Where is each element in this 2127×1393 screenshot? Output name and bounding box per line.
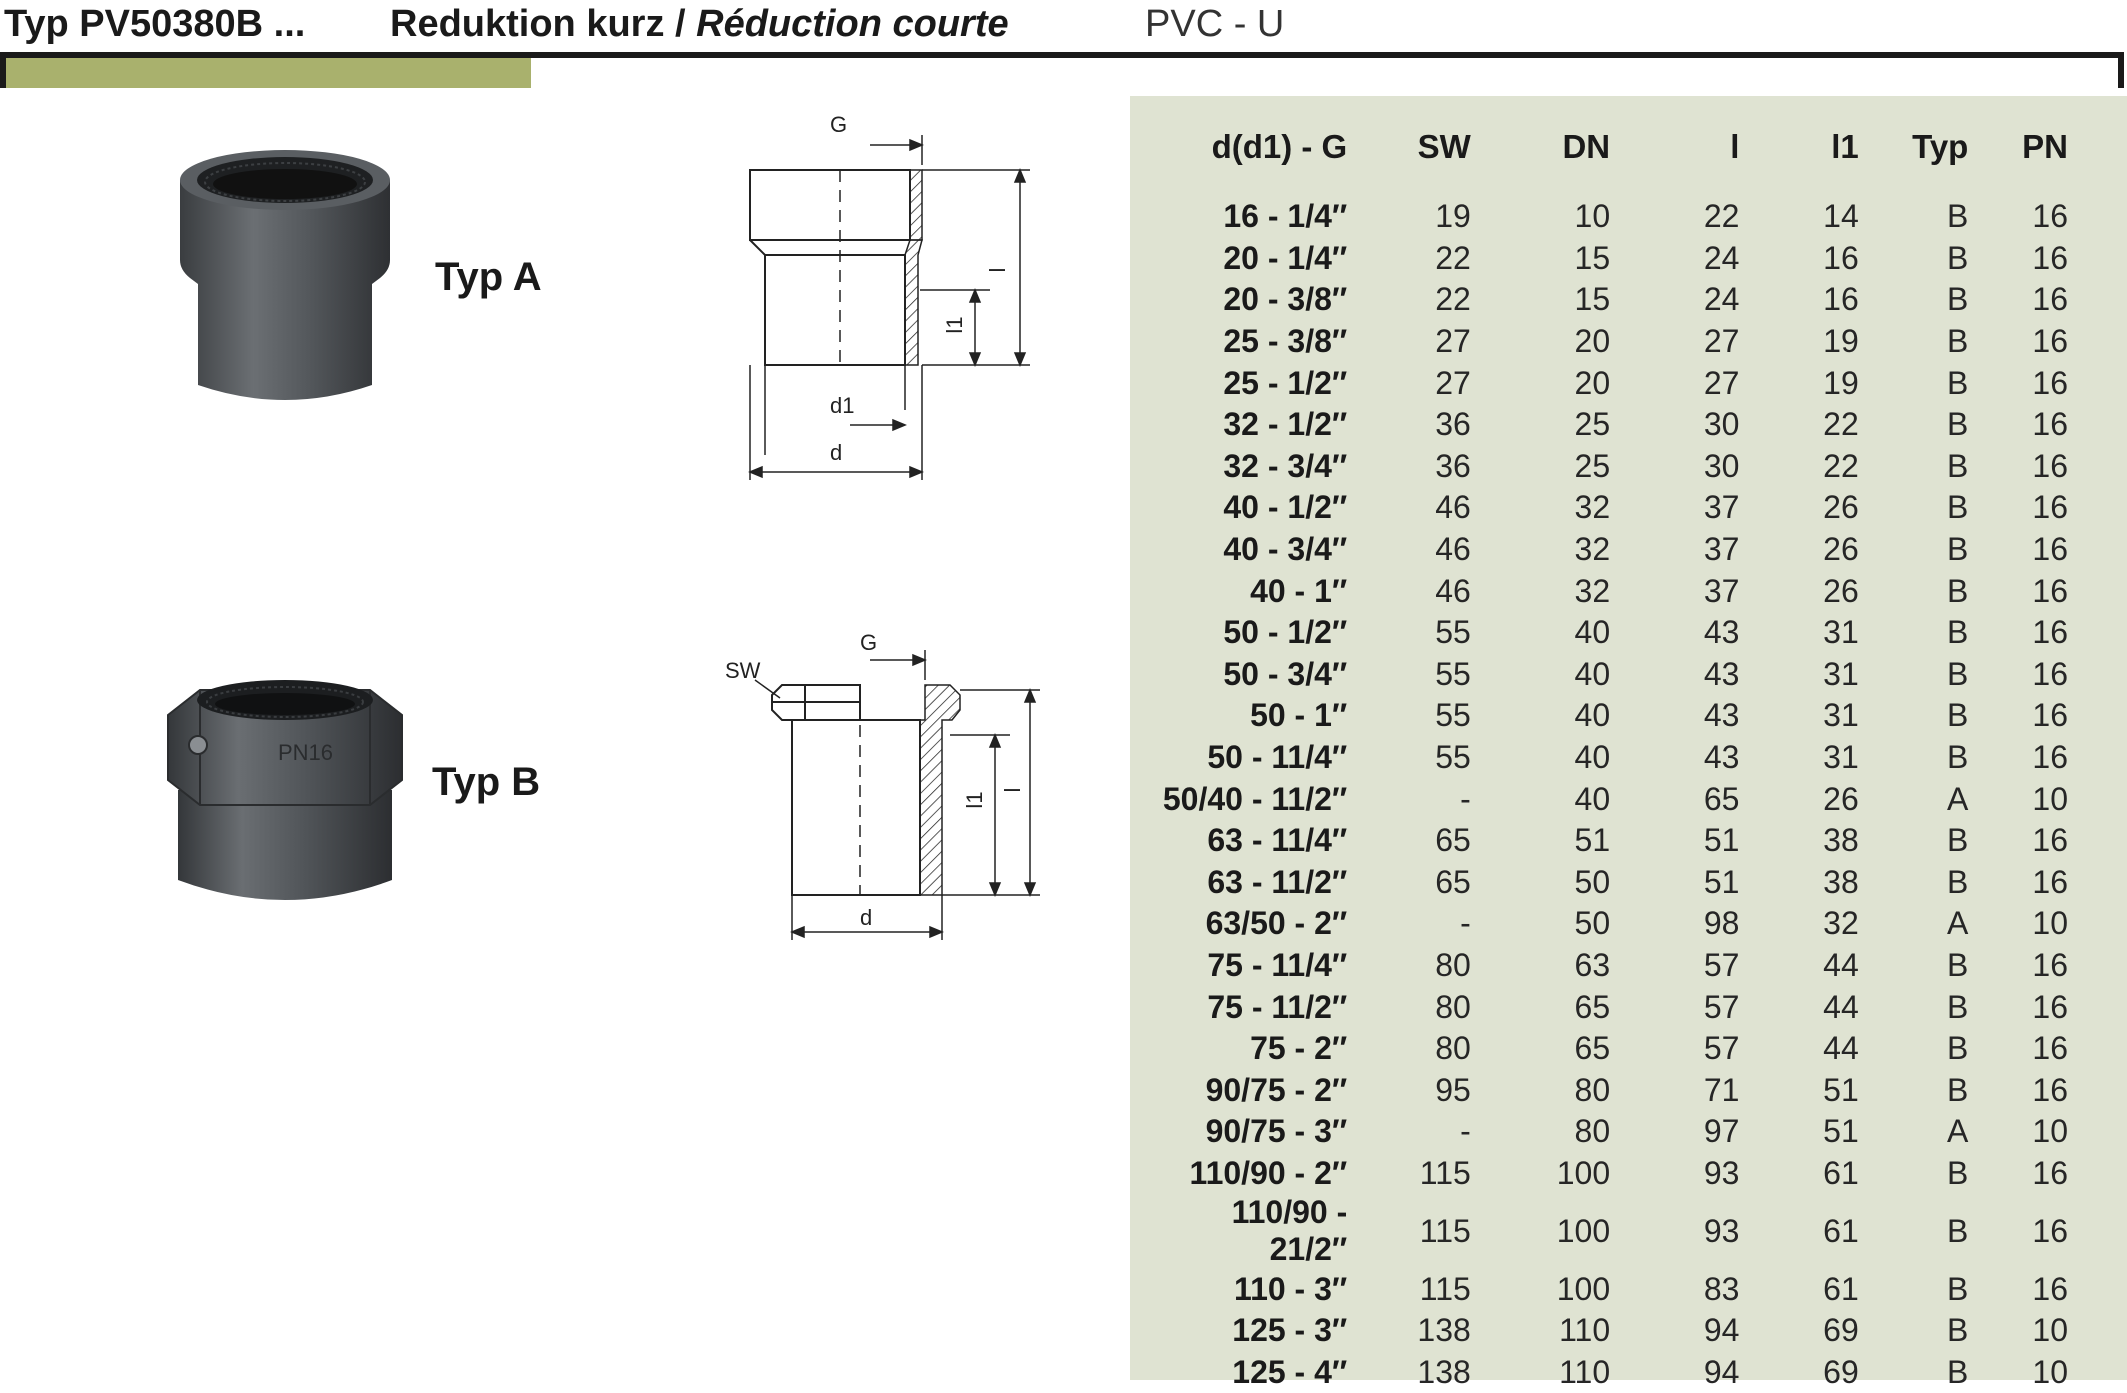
cell-l: 57 — [1703, 1030, 1740, 1067]
cell-pn: 16 — [2032, 863, 2068, 900]
cell-dn: 40 — [1574, 780, 1611, 817]
cell-pn: 10 — [2032, 1353, 2068, 1390]
cell-size: 16 - 1/4″ — [1223, 198, 1348, 235]
cell-pn: 16 — [2032, 572, 2068, 609]
cell-l: 37 — [1703, 572, 1740, 609]
cell-typ: B — [1947, 1154, 1969, 1191]
dim-label-l: l — [985, 267, 1010, 273]
cell-typ: B — [1947, 1353, 1969, 1390]
cell-pn: 16 — [2032, 988, 2068, 1025]
table-row — [1148, 1069, 2068, 1111]
cell-pn: 16 — [2032, 946, 2068, 983]
cell-l: 43 — [1703, 614, 1740, 651]
cell-pn: 16 — [2032, 447, 2068, 484]
table-body — [1148, 176, 2068, 1393]
cell-dn: 25 — [1574, 406, 1611, 443]
cell-pn: 16 — [2032, 531, 2068, 568]
cell-size: 40 - 3/4″ — [1223, 531, 1348, 568]
cell-size: 50 - 3/4″ — [1223, 655, 1348, 692]
table-header-row — [1148, 118, 2068, 176]
type-a-drawing — [720, 110, 1050, 490]
cell-l1: 31 — [1823, 614, 1859, 651]
table-row — [1148, 612, 2068, 654]
cell-l: 57 — [1703, 988, 1740, 1025]
cell-dn: 32 — [1574, 489, 1611, 526]
cell-l1: 31 — [1823, 697, 1859, 734]
type-a-photo — [170, 140, 400, 410]
cell-l1: 16 — [1823, 281, 1859, 318]
cell-size: 75 - 11/2″ — [1207, 988, 1348, 1025]
cell-dn: 20 — [1574, 323, 1611, 360]
product-material: PVC - U — [1145, 3, 1285, 45]
cell-sw: 22 — [1435, 239, 1471, 276]
table-row — [1148, 1153, 2068, 1195]
cell-sw: 27 — [1435, 364, 1471, 401]
cell-typ: B — [1947, 323, 1969, 360]
cell-l1: 22 — [1823, 406, 1859, 443]
cell-dn: 40 — [1574, 739, 1611, 776]
cell-dn: 40 — [1574, 614, 1611, 651]
cell-l1: 19 — [1823, 323, 1859, 360]
cell-l: 37 — [1703, 531, 1740, 568]
cell-l: 51 — [1703, 822, 1740, 859]
table-row — [1148, 986, 2068, 1028]
table-row — [1148, 1268, 2068, 1310]
cell-sw: 80 — [1435, 946, 1471, 983]
cell-size: 20 - 3/8″ — [1223, 281, 1348, 318]
table-row — [1148, 362, 2068, 404]
cell-size: 50/40 - 11/2″ — [1162, 780, 1348, 817]
cell-size: 75 - 2″ — [1250, 1030, 1348, 1067]
table-row — [1148, 487, 2068, 529]
cell-sw: - — [1460, 905, 1471, 942]
cell-l1: 14 — [1823, 198, 1859, 235]
cell-l1: 44 — [1823, 946, 1859, 983]
product-title-fr: Réduction courte — [696, 3, 1009, 45]
table-row — [1148, 529, 2068, 571]
cell-pn: 16 — [2032, 1154, 2068, 1191]
cell-l1: 16 — [1823, 239, 1859, 276]
table-row — [1148, 820, 2068, 862]
cell-l1: 26 — [1823, 572, 1859, 609]
cell-l1: 51 — [1823, 1113, 1859, 1150]
cell-sw: - — [1460, 1113, 1471, 1150]
cell-typ: B — [1947, 988, 1969, 1025]
cell-l1: 44 — [1823, 1030, 1859, 1067]
cell-typ: B — [1947, 531, 1969, 568]
cell-dn: 110 — [1559, 1353, 1611, 1390]
col-header-dn: DN — [1562, 128, 1611, 165]
cell-pn: 16 — [2032, 822, 2068, 859]
page-header — [0, 0, 2127, 58]
table-row — [1148, 778, 2068, 820]
cell-pn: 16 — [2032, 323, 2068, 360]
cell-l1: 61 — [1823, 1212, 1859, 1249]
dim-label-l1: l1 — [942, 316, 967, 334]
cell-l: 98 — [1703, 905, 1740, 942]
cell-dn: 50 — [1574, 905, 1611, 942]
cell-dn: 25 — [1574, 447, 1611, 484]
cell-l: 93 — [1703, 1212, 1740, 1249]
cell-typ: B — [1947, 1212, 1969, 1249]
cell-dn: 80 — [1574, 1113, 1611, 1150]
dimension-table — [1148, 118, 2068, 1393]
cell-sw: 138 — [1417, 1312, 1471, 1349]
type-a-label: Typ A — [435, 255, 542, 299]
cell-dn: 65 — [1574, 1030, 1611, 1067]
table-row — [1148, 321, 2068, 363]
table-row — [1148, 862, 2068, 904]
product-title — [390, 2, 1009, 46]
col-header-l: l — [1730, 128, 1740, 165]
cell-l: 43 — [1703, 655, 1740, 692]
table-row — [1148, 196, 2068, 238]
cell-sw: 115 — [1419, 1270, 1471, 1307]
cell-typ: A — [1947, 780, 1969, 817]
cell-pn: 16 — [2032, 489, 2068, 526]
cell-pn: 16 — [2032, 655, 2068, 692]
cell-typ: B — [1947, 1312, 1969, 1349]
cell-pn: 16 — [2032, 1071, 2068, 1108]
cell-dn: 15 — [1574, 281, 1611, 318]
cell-typ: B — [1947, 614, 1969, 651]
cell-size: 110/90 - 21/2″ — [1231, 1194, 1348, 1268]
cell-size: 90/75 - 3″ — [1205, 1113, 1348, 1150]
cell-typ: A — [1947, 1113, 1969, 1150]
cell-l: 27 — [1703, 323, 1740, 360]
cell-l: 22 — [1703, 198, 1740, 235]
cell-sw: 95 — [1435, 1071, 1471, 1108]
dim-label-d: d — [830, 440, 843, 465]
cell-typ: B — [1947, 946, 1969, 983]
cell-dn: 65 — [1574, 988, 1611, 1025]
table-row — [1148, 404, 2068, 446]
table-row — [1148, 446, 2068, 488]
cell-l: 27 — [1703, 364, 1740, 401]
cell-typ: B — [1947, 447, 1969, 484]
cell-pn: 16 — [2032, 281, 2068, 318]
cell-sw: 46 — [1435, 572, 1471, 609]
cell-l: 94 — [1703, 1312, 1740, 1349]
cell-sw: 22 — [1435, 281, 1471, 318]
cell-sw: 55 — [1435, 655, 1471, 692]
cell-pn: 16 — [2032, 198, 2068, 235]
cell-l1: 38 — [1823, 863, 1859, 900]
cell-pn: 16 — [2032, 239, 2068, 276]
cell-typ: B — [1947, 364, 1969, 401]
cell-dn: 32 — [1574, 531, 1611, 568]
cell-l: 43 — [1703, 739, 1740, 776]
table-row — [1148, 1111, 2068, 1153]
table-row — [1148, 570, 2068, 612]
cell-typ: B — [1947, 281, 1969, 318]
cell-sw: - — [1460, 780, 1471, 817]
cell-typ: B — [1947, 655, 1969, 692]
cell-typ: B — [1947, 863, 1969, 900]
cell-dn: 110 — [1559, 1312, 1611, 1349]
cell-size: 25 - 3/8″ — [1223, 323, 1348, 360]
cell-l1: 69 — [1823, 1312, 1859, 1349]
cell-l: 83 — [1703, 1270, 1740, 1307]
table-row — [1148, 737, 2068, 779]
cell-l1: 26 — [1823, 531, 1859, 568]
cell-pn: 10 — [2032, 780, 2068, 817]
cell-sw: 138 — [1417, 1353, 1471, 1390]
cell-sw: 80 — [1435, 1030, 1471, 1067]
cell-l: 43 — [1703, 697, 1740, 734]
dim-label-d-b: d — [860, 905, 873, 930]
table-row — [1148, 654, 2068, 696]
cell-dn: 51 — [1574, 822, 1611, 859]
cell-l: 37 — [1703, 489, 1740, 526]
type-b-photo — [160, 670, 410, 910]
accent-bar — [6, 58, 531, 88]
cell-l1: 69 — [1823, 1353, 1859, 1390]
cell-l: 93 — [1703, 1154, 1740, 1191]
dim-label-d1: d1 — [830, 393, 855, 418]
cell-size: 110 - 3″ — [1234, 1270, 1348, 1307]
cell-l1: 19 — [1823, 364, 1859, 401]
cell-size: 75 - 11/4″ — [1207, 946, 1348, 983]
cell-sw: 55 — [1435, 697, 1471, 734]
cell-typ: B — [1947, 1030, 1969, 1067]
cell-size: 63 - 11/2″ — [1207, 863, 1348, 900]
cell-sw: 46 — [1435, 489, 1471, 526]
cell-l: 24 — [1703, 281, 1740, 318]
cell-pn: 16 — [2032, 1212, 2068, 1249]
cell-l: 57 — [1703, 946, 1740, 983]
cell-pn: 16 — [2032, 1030, 2068, 1067]
table-row — [1148, 1351, 2068, 1393]
table-row — [1148, 238, 2068, 280]
cell-l: 65 — [1703, 780, 1740, 817]
cell-pn: 10 — [2032, 1312, 2068, 1349]
table-spacer — [1148, 176, 2068, 196]
cell-typ: B — [1947, 1270, 1969, 1307]
cell-dn: 80 — [1574, 1071, 1611, 1108]
cell-size: 50 - 1″ — [1250, 697, 1348, 734]
cell-size: 50 - 1/2″ — [1223, 614, 1348, 651]
cell-size: 40 - 1″ — [1250, 572, 1348, 609]
cell-size: 32 - 3/4″ — [1223, 447, 1348, 484]
cell-pn: 10 — [2032, 905, 2068, 942]
cell-size: 50 - 11/4″ — [1207, 739, 1348, 776]
cell-size: 32 - 1/2″ — [1223, 406, 1348, 443]
cell-typ: B — [1947, 739, 1969, 776]
header-rule-end — [2118, 52, 2124, 88]
cell-size: 20 - 1/4″ — [1223, 239, 1348, 276]
cell-typ: B — [1947, 697, 1969, 734]
cell-l1: 31 — [1823, 655, 1859, 692]
cell-sw: 36 — [1435, 447, 1471, 484]
cell-size: 63 - 11/4″ — [1207, 822, 1348, 859]
col-header-size: d(d1) - G — [1211, 128, 1348, 165]
cell-typ: B — [1947, 822, 1969, 859]
col-header-sw: SW — [1417, 128, 1471, 165]
product-title-de: Reduktion kurz / — [390, 3, 697, 45]
type-b-drawing — [720, 620, 1050, 950]
cell-sw: 65 — [1435, 822, 1471, 859]
cell-size: 90/75 - 2″ — [1205, 1071, 1348, 1108]
cell-dn: 50 — [1574, 863, 1611, 900]
cell-l1: 61 — [1823, 1154, 1859, 1191]
product-code: Typ PV50380B ... — [4, 3, 306, 45]
cell-sw: 80 — [1435, 988, 1471, 1025]
cell-typ: B — [1947, 1071, 1969, 1108]
cell-l: 71 — [1703, 1071, 1740, 1108]
type-b-label: Typ B — [432, 760, 541, 804]
cell-l1: 38 — [1823, 822, 1859, 859]
cell-sw: 115 — [1419, 1154, 1471, 1191]
cell-size: 110/90 - 2″ — [1189, 1154, 1348, 1191]
cell-typ: A — [1947, 905, 1969, 942]
cell-dn: 15 — [1574, 239, 1611, 276]
cell-pn: 16 — [2032, 406, 2068, 443]
cell-typ: B — [1947, 572, 1969, 609]
col-header-l1: l1 — [1831, 128, 1859, 165]
cell-dn: 32 — [1574, 572, 1611, 609]
cell-l: 24 — [1703, 239, 1740, 276]
cell-typ: B — [1947, 198, 1969, 235]
cell-typ: B — [1947, 489, 1969, 526]
cell-dn: 40 — [1574, 655, 1611, 692]
cell-l1: 31 — [1823, 739, 1859, 776]
cell-sw: 27 — [1435, 323, 1471, 360]
cell-l: 51 — [1703, 863, 1740, 900]
cell-l1: 61 — [1823, 1270, 1859, 1307]
cell-sw: 19 — [1435, 198, 1471, 235]
col-header-pn: PN — [2022, 128, 2068, 165]
cell-pn: 16 — [2032, 739, 2068, 776]
cell-size: 40 - 1/2″ — [1223, 489, 1348, 526]
cell-pn: 10 — [2032, 1113, 2068, 1150]
cell-sw: 115 — [1419, 1212, 1471, 1249]
cell-sw: 55 — [1435, 614, 1471, 651]
cell-l1: 32 — [1823, 905, 1859, 942]
cell-l: 30 — [1703, 447, 1740, 484]
cell-dn: 10 — [1574, 198, 1611, 235]
table-row — [1148, 903, 2068, 945]
cell-pn: 16 — [2032, 614, 2068, 651]
cell-typ: B — [1947, 239, 1969, 276]
cell-dn: 63 — [1574, 946, 1611, 983]
table-row — [1148, 1028, 2068, 1070]
cell-dn: 40 — [1574, 697, 1611, 734]
cell-dn: 20 — [1574, 364, 1611, 401]
table-row — [1148, 945, 2068, 987]
col-header-typ: Typ — [1912, 128, 1969, 165]
table-row — [1148, 1310, 2068, 1352]
cell-l1: 26 — [1823, 489, 1859, 526]
dim-label-g: G — [830, 112, 848, 137]
table-row — [1148, 1194, 2068, 1268]
cell-size: 125 - 4″ — [1232, 1353, 1348, 1390]
cell-size: 125 - 3″ — [1232, 1312, 1348, 1349]
cell-typ: B — [1947, 406, 1969, 443]
cell-l: 30 — [1703, 406, 1740, 443]
dim-label-sw: SW — [725, 658, 761, 683]
table-row — [1148, 695, 2068, 737]
cell-dn: 100 — [1556, 1212, 1611, 1249]
cell-l: 97 — [1703, 1113, 1740, 1150]
cell-size: 63/50 - 2″ — [1205, 905, 1348, 942]
cell-sw: 65 — [1435, 863, 1471, 900]
type-b-marking: PN16 — [278, 740, 334, 765]
cell-dn: 100 — [1556, 1270, 1611, 1307]
cell-l: 94 — [1703, 1353, 1740, 1390]
cell-dn: 100 — [1556, 1154, 1611, 1191]
cell-pn: 16 — [2032, 697, 2068, 734]
dim-label-g-b: G — [860, 630, 878, 655]
cell-size: 25 - 1/2″ — [1223, 364, 1348, 401]
table-row — [1148, 279, 2068, 321]
cell-l1: 51 — [1823, 1071, 1859, 1108]
cell-l1: 26 — [1823, 780, 1859, 817]
dim-label-l-b: l — [1000, 787, 1025, 793]
cell-pn: 16 — [2032, 364, 2068, 401]
cell-l1: 22 — [1823, 447, 1859, 484]
cell-sw: 36 — [1435, 406, 1471, 443]
cell-sw: 46 — [1435, 531, 1471, 568]
cell-l1: 44 — [1823, 988, 1859, 1025]
cell-pn: 16 — [2032, 1270, 2068, 1307]
dim-label-l1-b: l1 — [962, 791, 987, 809]
cell-sw: 55 — [1435, 739, 1471, 776]
